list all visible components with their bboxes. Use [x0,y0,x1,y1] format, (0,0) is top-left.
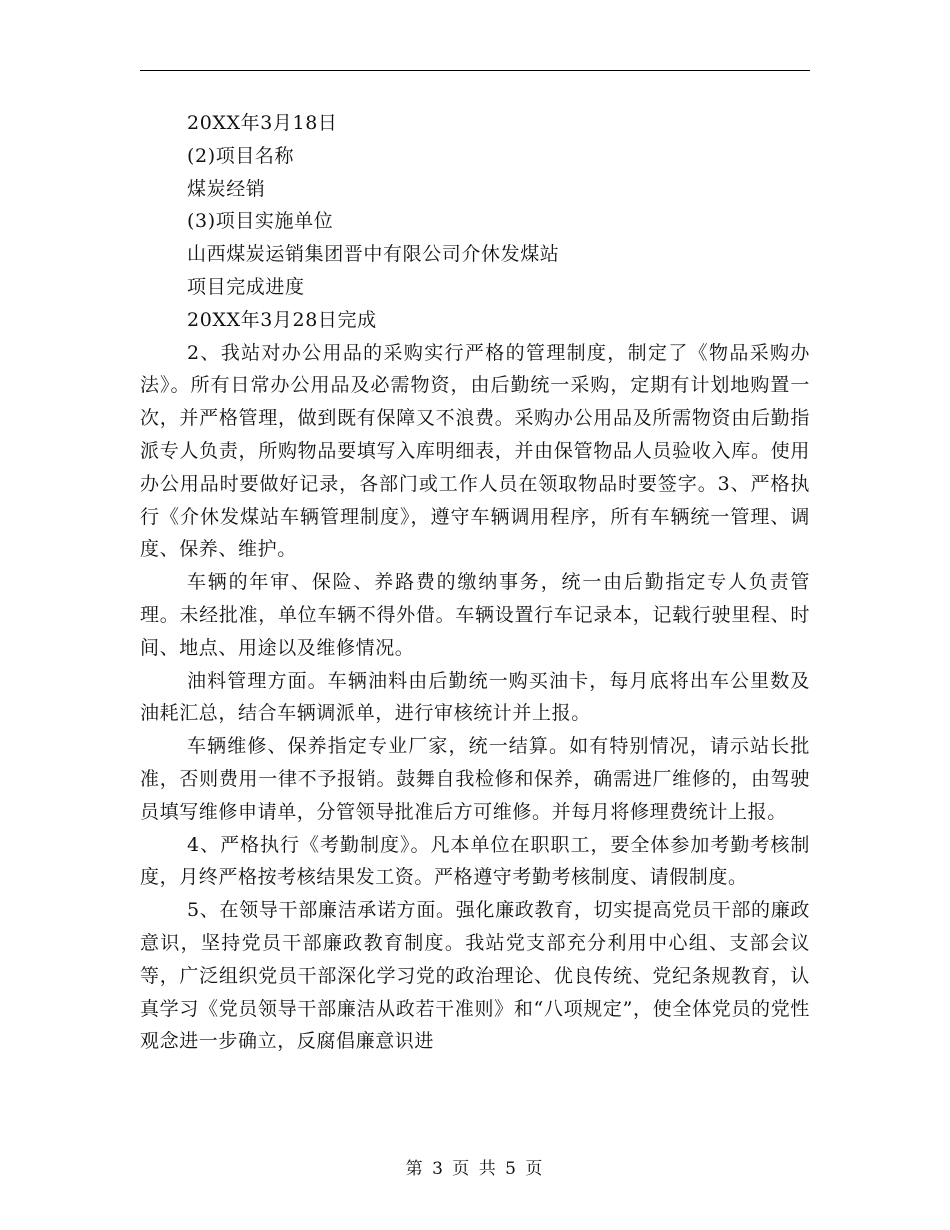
document-body [140,107,810,1058]
paragraph-vehicle-admin: 车辆的年审、保险、养路费的缴纳事务，统一由后勤指定专人负责管理。未经批准，单位车辆不得外借。车辆设置行车记录本，记载行驶里程、时间、地点、用途以及维修情况。 [140,571,810,659]
implementing-unit-value: 山西煤炭运销集团晋中有限公司介休发煤站 [187,243,560,266]
paragraph-fuel: 油料管理方面。车辆油料由后勤统一购买油卡，每月底将出车公里数及油耗汇总，结合车辆调派单，进行审核统计并上报。 [140,669,810,725]
item-heading-progress: 项目完成进度 [187,275,305,298]
project-name-value: 煤炭经销 [187,177,266,200]
paragraph-attendance: 4、严格执行《考勤制度》。凡本单位在职职工，要全体参加考勤考核制度，月终严格按考核结果发工资。严格遵守考勤考核制度、请假制度。 [140,833,810,889]
progress-value: 20XX年3月28日完成 [187,308,377,331]
item-heading-project-name: (2)项目名称 [187,144,295,167]
page-number-footer: 第 3 页 共 5 页 [405,1159,545,1179]
paragraph-integrity: 5、在领导干部廉洁承诺方面。强化廉政教育，切实提高党员干部的廉政意识，坚持党员干部廉政教育制度。我站党支部充分利用中心组、支部会议等，广泛组织党员干部深化学习党的政治理论、优良传统、党纪条规教育，认真学习《党员领导干部廉洁从政若干准则》和“八项规定”，使全体党员的党性观念进一步确立，反腐倡廉意识进 [140,899,810,1053]
item-heading-implementing-unit: (3)项目实施单位 [187,210,334,233]
date-line: 20XX年3月18日 [187,112,338,134]
paragraph-procurement: 2、我站对办公用品的采购实行严格的管理制度，制定了《物品采购办法》。所有日常办公用品及必需物资，由后勤统一采购，定期有计划地购置一次，并严格管理，做到既有保障又不浪费。采购办公用品及所需物资由后勤指派专人负责，所购物品要填写入库明细表，并由保管物品人员验收入库。使用办公用品时要做好记录，各部门或工作人员在领取物品时要签字。3、严格执行《介休发煤站车辆管理制度》，遵守车辆调用程序，所有车辆统一管理、调度、保养、维护。 [140,341,810,561]
paragraph-maintenance: 车辆维修、保养指定专业厂家，统一结算。如有特别情况，请示站长批准，否则费用一律不予报销。鼓舞自我检修和保养，确需进厂维修的，由驾驶员填写维修申请单，分管领导批准后方可维修。并每月将修理费统计上报。 [140,735,810,823]
header-rule [140,70,810,71]
